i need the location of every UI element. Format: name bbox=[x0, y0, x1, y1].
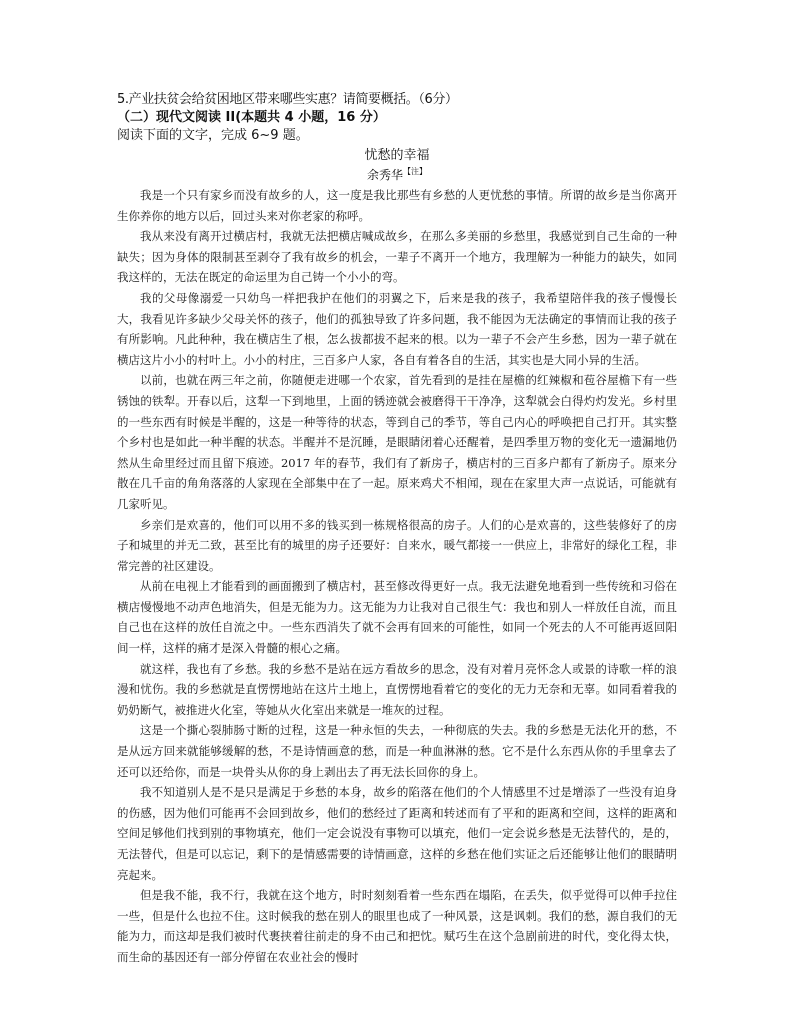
author-note-mark: 【注】 bbox=[403, 167, 427, 176]
article-paragraph: 这是一个撕心裂肺肠寸断的过程，这是一种永恒的失去，一种彻底的失去。我的乡愁是无法化开的愁，不是从远方回来就能够缓解的愁，不是诗情画意的愁，而是一种血淋淋的愁。它不是什么东西从你的手里拿去了还可以还给你，而是一块骨头从你的身上剥出去了再无法长回你的身上。 bbox=[117, 723, 677, 779]
article-paragraph: 我从来没有离开过横店村，我就无法把横店喊成故乡，在那么多美丽的乡愁里，我感觉到自己生命的一种缺失；因为身体的限制甚至剥夺了我有故乡的机会，一辈子不离开一个地方，我理解为一种能力的缺失，如同我这样的，无法在既定的命运里为自己铸一个小小的弯。 bbox=[117, 229, 677, 285]
document-content bbox=[117, 90, 677, 968]
article-paragraph: 我是一个只有家乡而没有故乡的人，这一度是我比那些有乡愁的人更忧愁的事情。所谓的故乡是当你离开生你养你的地方以后，回过头来对你老家的称呼。 bbox=[117, 188, 677, 223]
reading-instruction: 阅读下面的文字，完成 6~9 题。 bbox=[117, 128, 309, 143]
article-paragraph: 但是我不能，我不行，我就在这个地方，时时刻刻看着一些东西在塌陷，在丢失，似乎觉得可以伸手拉住一些，但是什么也拉不住。这时候我的愁在别人的眼里也成了一种风景，这是讽刺。我们的愁，源自我们的无能为力，而这却是我们被时代裹挟着往前走的身不由己和把忱。赋巧生在这个急剧前进的时代，变化得太快，而生命的基因还有一部分停留在农业社会的慢时 bbox=[117, 888, 677, 964]
article-body bbox=[117, 185, 677, 968]
section-heading: （二）现代文阅读 II(本题共 4 小题，16 分） bbox=[117, 110, 386, 125]
question-5: 5.产业扶贫会给贫困地区带来哪些实惠？请简要概括。（6分） bbox=[117, 92, 458, 107]
article-paragraph: 我的父母像溺爱一只幼鸟一样把我护在他们的羽翼之下，后来是我的孩子，我希望陪伴我的孩子慢慢长大，我看见许多缺少父母关怀的孩子，他们的孤独导致了许多问题，我不能因为无法确定的事情而让我的孩子有所影响。凡此种种，我在横店生了根，怎么拔都拔不起来的根。以为一辈子不会产生乡愁，因为一辈子就在横店这片小小的村叶上。小小的村庄，三百多户人家，各自有着各自的生活，其实也是大同小异的生活。 bbox=[117, 290, 677, 367]
article-paragraph: 以前，也就在两三年之前，你随便走进哪一个农家，首先看到的是挂在屋檐的红辣椒和苞谷屋檐下有一些锈蚀的铁犁。开春以后，这犁一下到地里，上面的锈迹就会被磨得干干净净，这犁就会白得灼灼发光。乡村里的一些东西有时候是半醒的，这是一种等待的状态，等到自己的季节，等自己内心的呼唤把自己打开。其实整个乡村也是如此一种半醒的状态。半醒并不是沉睡，是眼睛闭着心还醒着，是四季里万物的变化无一遗漏地仍然从生命里经过而且留下痕迹。2017 年的春节，我们有了新房子，横店村的三百多户都有了新房子。原来分散在几千亩的角角落落的人家现在全部集中在了一起。原来鸡犬不相闻，现在在家里大声一点说话，可能就有几家听见。 bbox=[117, 373, 677, 511]
article-author: 余秀华 bbox=[366, 168, 403, 182]
article-author-line bbox=[117, 164, 677, 183]
article-paragraph: 乡亲们是欢喜的，他们可以用不多的钱买到一栋规格很高的房子。人们的心是欢喜的，这些装修好了的房子和城里的并无二致，甚至比有的城里的房子还要好：自来水，暖气都接一一供应上，非常好的绿化工程，非常完善的社区建设。 bbox=[117, 517, 677, 573]
article-paragraph: 就这样，我也有了乡愁。我的乡愁不是站在远方看故乡的思念，没有对着月亮怀念人或景的诗歌一样的浪漫和忧伤。我的乡愁就是直愣愣地站在这片土地上，直愣愣地看着它的变化的无力无奈和无辜。如同看着我的奶奶断气，被推进火化室，等她从火化室出来就是一堆灰的过程。 bbox=[117, 661, 677, 717]
article-paragraph: 从前在电视上才能看到的画面搬到了横店村，甚至修改得更好一点。我无法避免地看到一些传统和习俗在横店慢慢地不动声色地消失，但是无能为力。这无能为力让我对自己很生气：我也和别人一样放任自流，而且自己也在这样的放任自流之中。一些东西消失了就不会再有回来的可能性，如同一个死去的人不可能再返回阳间一样，这样的痛才是深入骨髓的根心之痛。 bbox=[117, 579, 677, 656]
article-paragraph: 我不知道别人是不是只是满足于乡愁的本身，故乡的陷落在他们的个人情感里不过是增添了一些没有迫身的伤感，因为他们可能再不会回到故乡，他们的愁经过了距离和转述而有了平和的距离和空间，这样的距离和空间足够他们找到别的事物填充，他们一定会说没有事物可以填充，他们一定会说乡愁是无法替代的，是的，无法替代，但是可以忘记，剩下的是情感需要的诗情画意，这样的乡愁在他们实证之后还能够让他们的眼睛明亮起来。 bbox=[117, 785, 677, 882]
article-title: 忧愁的幸福 bbox=[364, 148, 430, 163]
